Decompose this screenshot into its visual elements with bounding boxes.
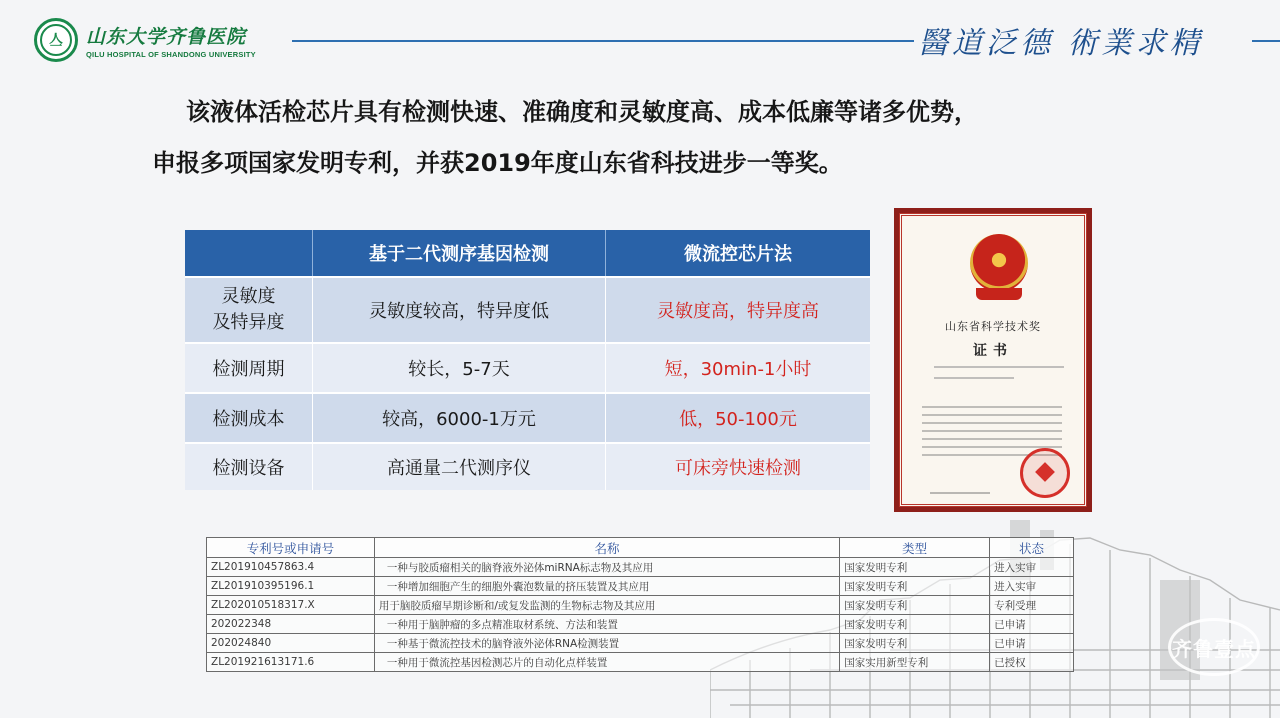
comparison-header-row [185,230,870,276]
comparison-header-empty [185,230,313,276]
comparison-header-chip: 微流控芯片法 [606,230,870,276]
award-certificate [894,208,1092,512]
table-row [207,615,1074,634]
comparison-chip-value: 低，50-100元 [606,392,870,442]
patent-type: 国家发明专利 [840,558,990,577]
comparison-ngs-value: 高通量二代测序仪 [313,442,606,490]
patent-status: 已授权 [990,653,1074,672]
patent-header-status: 状态 [990,538,1074,558]
national-emblem-base [976,288,1022,300]
header-divider-right [1252,40,1280,42]
intro-text [0,92,1280,178]
comparison-table [185,230,870,490]
comparison-ngs-value: 较长，5-7天 [313,342,606,392]
table-row [207,596,1074,615]
patent-table [206,537,1074,672]
comparison-chip-value: 可床旁快速检测 [606,442,870,490]
comparison-chip-value: 灵敏度高，特异度高 [606,276,870,342]
certificate-body-text [934,366,1064,388]
comparison-ngs-value: 较高，6000-1万元 [313,392,606,442]
comparison-row-label: 检测周期 [185,342,313,392]
certificate-subtitle: 证书 [973,343,1013,359]
table-row [207,634,1074,653]
header-divider [292,40,914,42]
certificate-title: 山东省科学技术奖 [945,320,1041,333]
comparison-ngs-value: 灵敏度较高，特异度低 [313,276,606,342]
patent-number: ZL202010518317.X [207,596,375,615]
patent-number: ZL201921613171.6 [207,653,375,672]
patent-name: 一种与胶质瘤相关的脑脊液外泌体miRNA标志物及其应用 [374,558,839,577]
comparison-row [185,276,870,342]
comparison-row-label: 检测设备 [185,442,313,490]
row-label-line-2: 及特异度 [212,312,285,333]
watermark-logo [1168,618,1260,676]
watermark-text: 齐鲁壹点 [1172,636,1256,661]
logo-english-name: QILU HOSPITAL OF SHANDONG UNIVERSITY [86,49,256,59]
table-row [207,558,1074,577]
hospital-logo [34,18,256,62]
comparison-row [185,442,870,490]
patent-name: 一种用于微流控基因检测芯片的自动化点样装置 [374,653,839,672]
comparison-row [185,392,870,442]
row-label-line-1: 灵敏度 [221,286,276,307]
patent-number: 202024840 [207,634,375,653]
patent-header-type: 类型 [840,538,990,558]
patent-number: ZL201910457863.4 [207,558,375,577]
patent-name: 一种基于微流控技术的脑脊液外泌体RNA检测装置 [374,634,839,653]
intro-line-1: 该液体活检芯片具有检测快速、准确度和灵敏度高、成本低廉等诸多优势， [186,98,978,126]
hospital-emblem-icon: 亼 [34,18,78,62]
comparison-row-label: 检测成本 [185,392,313,442]
patent-status: 专利受理 [990,596,1074,615]
patent-header-number: 专利号或申请号 [207,538,375,558]
patent-number: ZL201910395196.1 [207,577,375,596]
logo-chinese-name: 山东大学齐鲁医院 [86,25,247,48]
intro-line-2: 申报多项国家发明专利，并获2019年度山东省科技进步一等奖。 [152,149,843,177]
comparison-chip-value: 短，30min-1小时 [606,342,870,392]
patent-status: 进入实审 [990,558,1074,577]
comparison-row [185,342,870,392]
patent-name: 一种增加细胞产生的细胞外囊泡数量的挤压装置及其应用 [374,577,839,596]
patent-type: 国家实用新型专利 [840,653,990,672]
patent-status: 进入实审 [990,577,1074,596]
patent-type: 国家发明专利 [840,634,990,653]
patent-header-name: 名称 [374,538,839,558]
patent-status: 已申请 [990,634,1074,653]
table-row [207,577,1074,596]
national-emblem-icon [970,234,1028,292]
patent-type: 国家发明专利 [840,596,990,615]
patent-name: 用于脑胶质瘤早期诊断和/或复发监测的生物标志物及其应用 [374,596,839,615]
certificate-date [930,492,990,494]
patent-name: 一种用于脑肿瘤的多点精准取材系统、方法和装置 [374,615,839,634]
patent-type: 国家发明专利 [840,577,990,596]
patent-number: 202022348 [207,615,375,634]
red-seal-icon [1020,448,1070,498]
comparison-row-label [185,276,313,342]
patent-status: 已申请 [990,615,1074,634]
hospital-motto: 醫道泛德 術業求精 [918,26,1204,61]
patent-header-row [207,538,1074,558]
comparison-header-ngs: 基于二代测序基因检测 [313,230,606,276]
patent-type: 国家发明专利 [840,615,990,634]
table-row [207,653,1074,672]
